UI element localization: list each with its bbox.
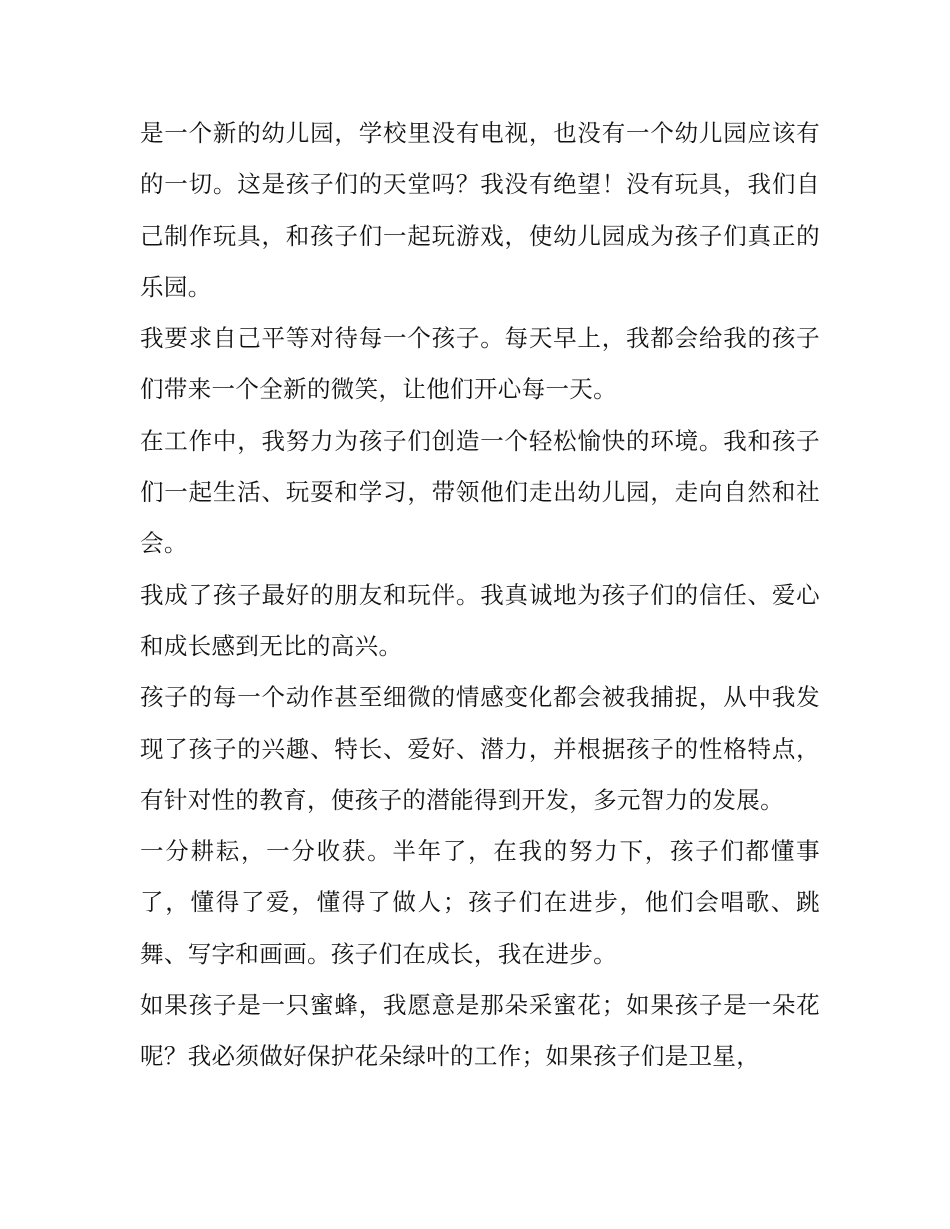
document-body bbox=[140, 108, 820, 1083]
paragraph-4: 我成了孩子最好的朋友和玩伴。我真诚地为孩子们的信任、爱心和成长感到无比的高兴。 bbox=[140, 580, 820, 660]
paragraph-5: 孩子的每一个动作甚至细微的情感变化都会被我捕捉，从中我发现了孩子的兴趣、特长、爱好、潜力，并根据孩子的性格特点，有针对性的教育，使孩子的潜能得到开发，多元智力的发展。 bbox=[140, 683, 820, 814]
paragraph-3: 在工作中，我努力为孩子们创造一个轻松愉快的环境。我和孩子们一起生活、玩耍和学习，带领他们走出幼儿园，走向自然和社会。 bbox=[140, 426, 820, 558]
paragraph-6: 一分耕耘，一分收获。半年了，在我的努力下，孩子们都懂事了，懂得了爱，懂得了做人；孩子们在进步，他们会唱歌、跳舞、写字和画画。孩子们在成长，我在进步。 bbox=[140, 837, 820, 968]
paragraph-7: 如果孩子是一只蜜蜂，我愿意是那朵采蜜花；如果孩子是一朵花呢？我必须做好保护花朵绿叶的工作；如果孩子们是卫星， bbox=[140, 991, 820, 1071]
paragraph-1: 是一个新的幼儿园，学校里没有电视，也没有一个幼儿园应该有的一切。这是孩子们的天堂吗？我没有绝望！没有玩具，我们自己制作玩具，和孩子们一起玩游戏，使幼儿园成为孩子们真正的乐园。 bbox=[140, 119, 820, 301]
paragraph-2: 我要求自己平等对待每一个孩子。每天早上，我都会给我的孩子们带来一个全新的微笑，让他们开心每一天。 bbox=[140, 324, 820, 404]
